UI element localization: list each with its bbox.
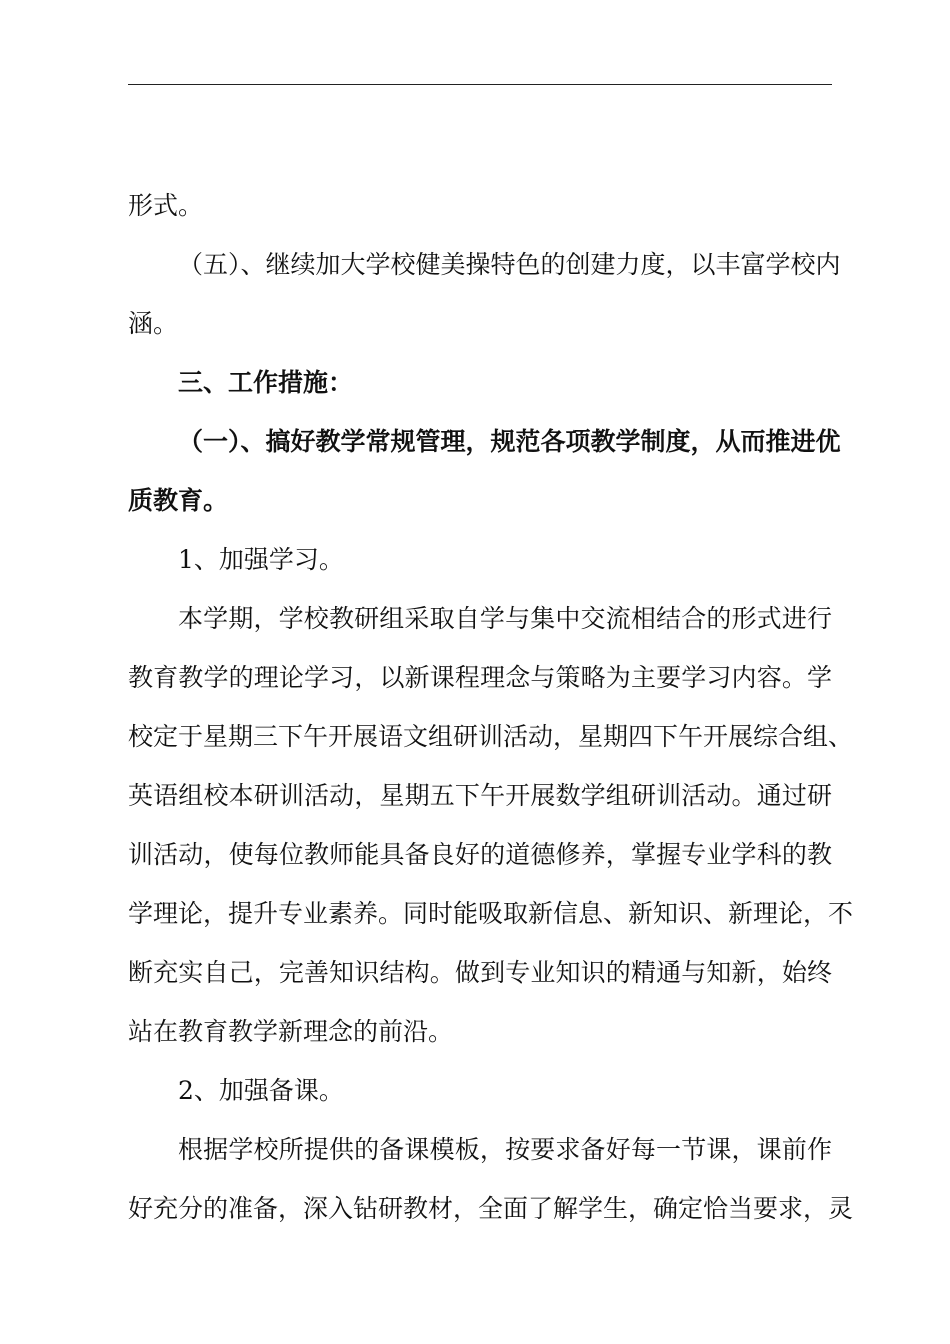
paragraph-line: 形式。 xyxy=(128,191,204,220)
item-heading-1: 1、加强学习。 xyxy=(178,545,344,574)
subsection-heading-1: （一）、搞好教学常规管理，规范各项教学制度，从而推进优 xyxy=(178,427,841,456)
paragraph-line: 训活动，使每位教师能具备良好的道德修养，掌握专业学科的教 xyxy=(128,840,832,869)
paragraph-line: 本学期，学校教研组采取自学与集中交流相结合的形式进行 xyxy=(178,604,832,633)
header-rule xyxy=(128,84,832,85)
document-body xyxy=(128,176,854,1238)
paragraph-line: 校定于星期三下午开展语文组研训活动，星期四下午开展综合组、 xyxy=(128,722,854,751)
paragraph-line: 教育教学的理论学习，以新课程理念与策略为主要学习内容。学 xyxy=(128,663,832,692)
paragraph-line: 断充实自己，完善知识结构。做到专业知识的精通与知新，始终 xyxy=(128,958,832,987)
paragraph-line: 根据学校所提供的备课模板，按要求备好每一节课，课前作 xyxy=(178,1135,832,1164)
paragraph-line: 学理论，提升专业素养。同时能吸取新信息、新知识、新理论，不 xyxy=(128,899,854,928)
list-item-5: （五）、继续加大学校健美操特色的创建力度，以丰富学校内 xyxy=(178,250,841,279)
paragraph-line: 好充分的准备，深入钻研教材，全面了解学生，确定恰当要求，灵 xyxy=(128,1194,854,1223)
paragraph-line: 站在教育教学新理念的前沿。 xyxy=(128,1017,454,1046)
paragraph-line: 涵。 xyxy=(128,309,179,338)
paragraph-line: 英语组校本研训活动，星期五下午开展数学组研训活动。通过研 xyxy=(128,781,832,810)
subsection-heading-1-cont: 质教育。 xyxy=(128,486,229,515)
item-heading-2: 2、加强备课。 xyxy=(178,1076,344,1105)
section-heading-3: 三、工作措施： xyxy=(178,368,354,397)
